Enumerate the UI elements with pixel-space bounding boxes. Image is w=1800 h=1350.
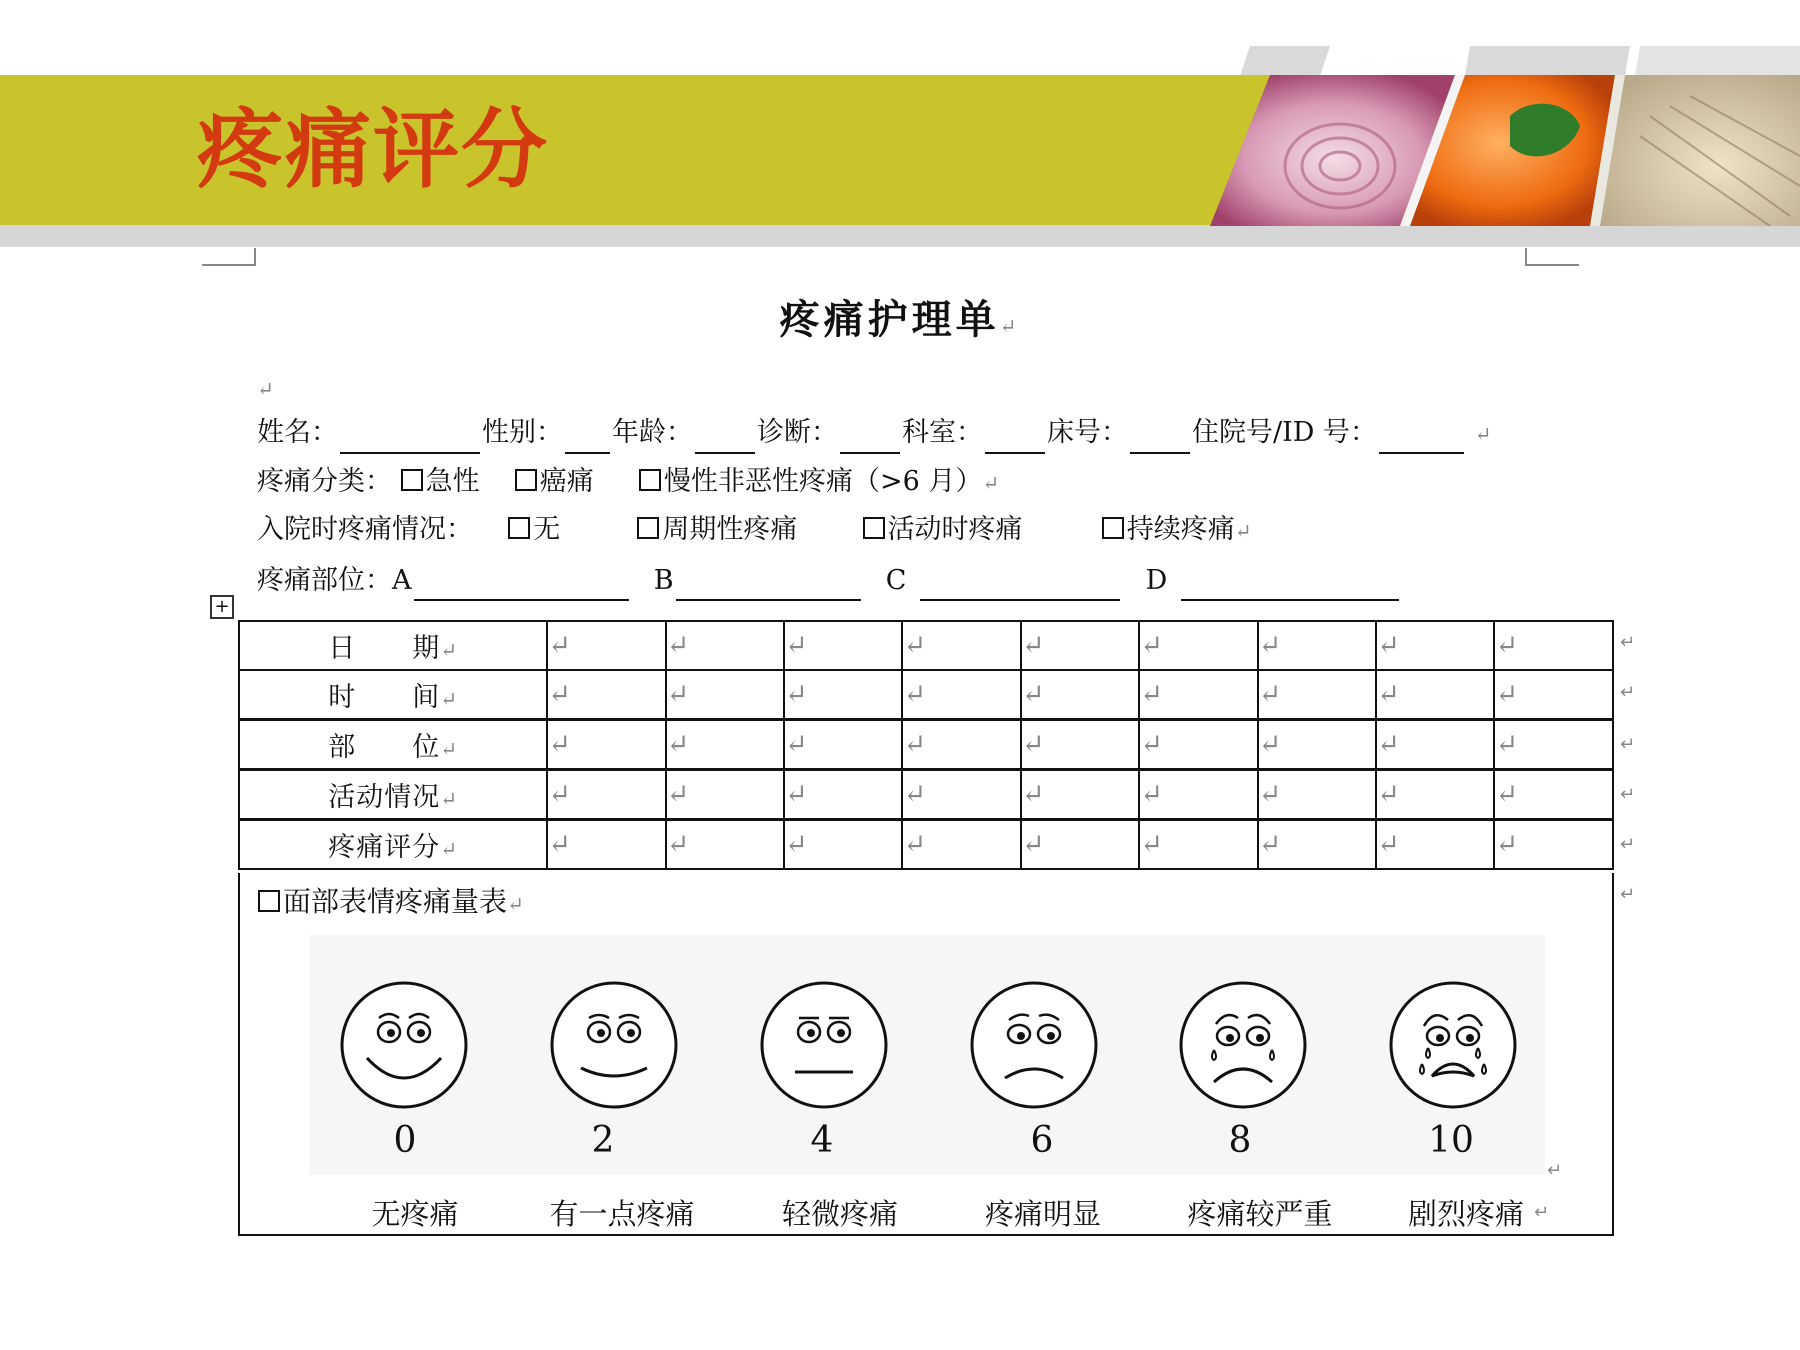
age-label: 年龄： [612, 417, 693, 448]
row-label-date: 日 期↵ [239, 621, 547, 670]
table-cell[interactable]: ↵ [1494, 820, 1613, 870]
bed-field[interactable] [1130, 422, 1190, 454]
table-move-handle[interactable]: + [210, 595, 234, 619]
table-cell[interactable]: ↵ [1376, 621, 1494, 670]
face-10-worst-pain-icon [1388, 980, 1518, 1110]
face-4-mild-pain-icon [759, 980, 889, 1110]
checkbox-none[interactable] [508, 517, 530, 539]
patient-info-line: 姓名： 性别： 年龄： 诊断： 科室： 床号： 住院号/ID 号： ↵ [257, 413, 1491, 454]
inpatient-id-field[interactable] [1379, 422, 1464, 454]
table-cell[interactable]: ↵ [1494, 621, 1613, 670]
face-2-little-pain-icon [549, 980, 679, 1110]
diagnosis-field[interactable] [840, 422, 900, 454]
table-cell[interactable]: ↵ [1376, 720, 1494, 770]
table-cell[interactable]: ↵ [1494, 720, 1613, 770]
desc-end-mark: ↵ [1534, 1202, 1550, 1223]
score-0: 0 [393, 1120, 417, 1161]
pain-site-line [257, 561, 1401, 601]
table-row [239, 670, 1613, 720]
checkbox-periodic-pain[interactable] [637, 517, 659, 539]
desc-obvious-pain: 疼痛明显 [984, 1197, 1101, 1231]
table-cell[interactable]: ↵ [1021, 621, 1139, 670]
checkbox-activity-pain[interactable] [863, 517, 885, 539]
table-cell[interactable]: ↵ [1139, 621, 1257, 670]
table-cell[interactable]: ↵ [1258, 820, 1376, 870]
desc-mild-pain: 轻微疼痛 [781, 1197, 898, 1231]
table-cell[interactable]: ↵ [784, 621, 902, 670]
table-cell[interactable]: ↵ [666, 820, 784, 870]
face-0-no-pain-icon [339, 980, 469, 1110]
table-cell[interactable]: ↵ [666, 720, 784, 770]
row-label-activity: 活动情况↵ [239, 770, 547, 820]
row-label-site: 部 位↵ [239, 720, 547, 770]
table-row [239, 621, 1613, 670]
table-cell[interactable]: ↵ [1139, 770, 1257, 820]
table-cell[interactable]: ↵ [547, 820, 665, 870]
table-cell[interactable]: ↵ [784, 770, 902, 820]
site-c-field[interactable] [920, 569, 1120, 601]
banner-shadow [0, 225, 1800, 247]
site-a-label: A [392, 565, 412, 596]
face-6-obvious-pain-icon [969, 980, 1099, 1110]
row-label-time: 时 间↵ [239, 670, 547, 720]
table-cell[interactable]: ↵ [1258, 670, 1376, 720]
option-cancer-pain-label: 癌痛 [539, 466, 594, 497]
row-end-mark: ↵ [1620, 734, 1636, 755]
pain-classification-label: 疼痛分类： [257, 466, 392, 497]
table-cell[interactable]: ↵ [1376, 670, 1494, 720]
option-none-label: 无 [533, 514, 561, 545]
checkbox-face-scale[interactable] [258, 890, 280, 912]
score-10: 10 [1428, 1120, 1474, 1161]
table-cell[interactable]: ↵ [666, 621, 784, 670]
desc-no-pain: 无疼痛 [371, 1197, 459, 1231]
table-cell[interactable]: ↵ [1258, 720, 1376, 770]
table-cell[interactable]: ↵ [1139, 820, 1257, 870]
option-periodic-label: 周期性疼痛 [662, 514, 798, 545]
row-end-mark: ↵ [1620, 682, 1636, 703]
site-d-field[interactable] [1181, 569, 1399, 601]
page-corner-left [202, 248, 256, 266]
table-cell[interactable]: ↵ [666, 770, 784, 820]
empty-paragraph: ↵ [257, 377, 274, 401]
checkbox-persistent-pain[interactable] [1102, 517, 1124, 539]
row-end-mark: ↵ [1620, 834, 1636, 855]
page-corner-right [1525, 248, 1579, 266]
table-cell[interactable]: ↵ [547, 720, 665, 770]
vegetable-photo-strip [1210, 46, 1800, 226]
option-acute-label: 急性 [425, 466, 480, 497]
row-end-mark: ↵ [1620, 884, 1636, 905]
desc-severe-pain: 疼痛较严重 [1187, 1197, 1333, 1231]
pain-record-table [238, 620, 1614, 870]
site-c-label: C [885, 565, 907, 596]
table-cell[interactable]: ↵ [784, 670, 902, 720]
bed-label: 床号： [1047, 417, 1128, 448]
checkbox-acute[interactable] [401, 469, 423, 491]
table-cell[interactable]: ↵ [1494, 670, 1613, 720]
name-field[interactable] [340, 422, 480, 454]
table-cell[interactable]: ↵ [666, 670, 784, 720]
table-cell[interactable]: ↵ [1258, 770, 1376, 820]
gender-label: 性别： [482, 417, 563, 448]
option-persistent-label: 持续疼痛 [1126, 514, 1235, 545]
department-field[interactable] [985, 422, 1045, 454]
option-activity-label: 活动时疼痛 [887, 514, 1023, 545]
table-cell[interactable]: ↵ [1139, 720, 1257, 770]
table-cell[interactable]: ↵ [902, 621, 1020, 670]
age-field[interactable] [695, 422, 755, 454]
table-row [239, 720, 1613, 770]
table-cell[interactable]: ↵ [902, 670, 1020, 720]
row-label-pain-score: 疼痛评分↵ [239, 820, 547, 870]
site-b-label: B [653, 565, 674, 596]
table-cell[interactable]: ↵ [1376, 820, 1494, 870]
score-6: 6 [1030, 1120, 1054, 1161]
table-cell[interactable]: ↵ [547, 670, 665, 720]
site-d-label: D [1145, 565, 1168, 596]
table-cell[interactable]: ↵ [1494, 770, 1613, 820]
table-cell[interactable]: ↵ [547, 770, 665, 820]
score-2: 2 [591, 1120, 615, 1161]
desc-worst-pain: 剧烈疼痛 [1407, 1197, 1524, 1231]
table-cell[interactable]: ↵ [902, 720, 1020, 770]
table-cell[interactable]: ↵ [547, 621, 665, 670]
table-cell[interactable]: ↵ [902, 770, 1020, 820]
table-cell[interactable]: ↵ [1021, 770, 1139, 820]
table-cell[interactable]: ↵ [784, 820, 902, 870]
face-8-severe-pain-icon [1178, 980, 1308, 1110]
site-b-field[interactable] [676, 569, 861, 601]
table-cell[interactable]: ↵ [902, 820, 1020, 870]
department-label: 科室： [902, 417, 983, 448]
gender-field[interactable] [565, 422, 610, 454]
table-cell[interactable]: ↵ [1139, 670, 1257, 720]
table-cell[interactable]: ↵ [1021, 720, 1139, 770]
panel-end-mark: ↵ [1547, 1160, 1563, 1181]
desc-little-pain: 有一点疼痛 [549, 1197, 695, 1231]
row-end-mark: ↵ [1620, 632, 1636, 653]
row-end-mark: ↵ [1620, 784, 1636, 805]
pain-classification-line: 疼痛分类： 急性 癌痛 慢性非恶性疼痛（>6 月）↵ [257, 466, 1000, 497]
name-label: 姓名： [257, 417, 338, 448]
option-chronic-label: 慢性非恶性疼痛（>6 月） [663, 466, 983, 497]
admission-pain-line: 入院时疼痛情况： 无 周期性疼痛 活动时疼痛 持续疼痛↵ [257, 514, 1252, 545]
admission-pain-label: 入院时疼痛情况： [257, 514, 473, 545]
table-cell[interactable]: ↵ [1376, 770, 1494, 820]
checkbox-chronic-nonmalignant[interactable] [639, 469, 661, 491]
diagnosis-label: 诊断： [757, 417, 838, 448]
slide-title: 疼痛评分 [197, 99, 549, 200]
pain-site-label: 疼痛部位： [257, 565, 392, 596]
score-8: 8 [1228, 1120, 1252, 1161]
table-cell[interactable]: ↵ [1021, 820, 1139, 870]
table-row [239, 770, 1613, 820]
inpatient-id-label: 住院号/ID 号： [1192, 417, 1377, 448]
site-a-field[interactable] [414, 569, 629, 601]
table-cell[interactable]: ↵ [1021, 670, 1139, 720]
table-cell[interactable]: ↵ [1258, 621, 1376, 670]
face-scale-panel [310, 935, 1545, 1175]
table-cell[interactable]: ↵ [784, 720, 902, 770]
form-title: 疼痛护理单↵ [779, 296, 1021, 343]
face-scale-title: 面部表情疼痛量表↵ [258, 880, 524, 920]
checkbox-cancer-pain[interactable] [515, 469, 537, 491]
score-4: 4 [810, 1120, 834, 1161]
table-row [239, 820, 1613, 870]
